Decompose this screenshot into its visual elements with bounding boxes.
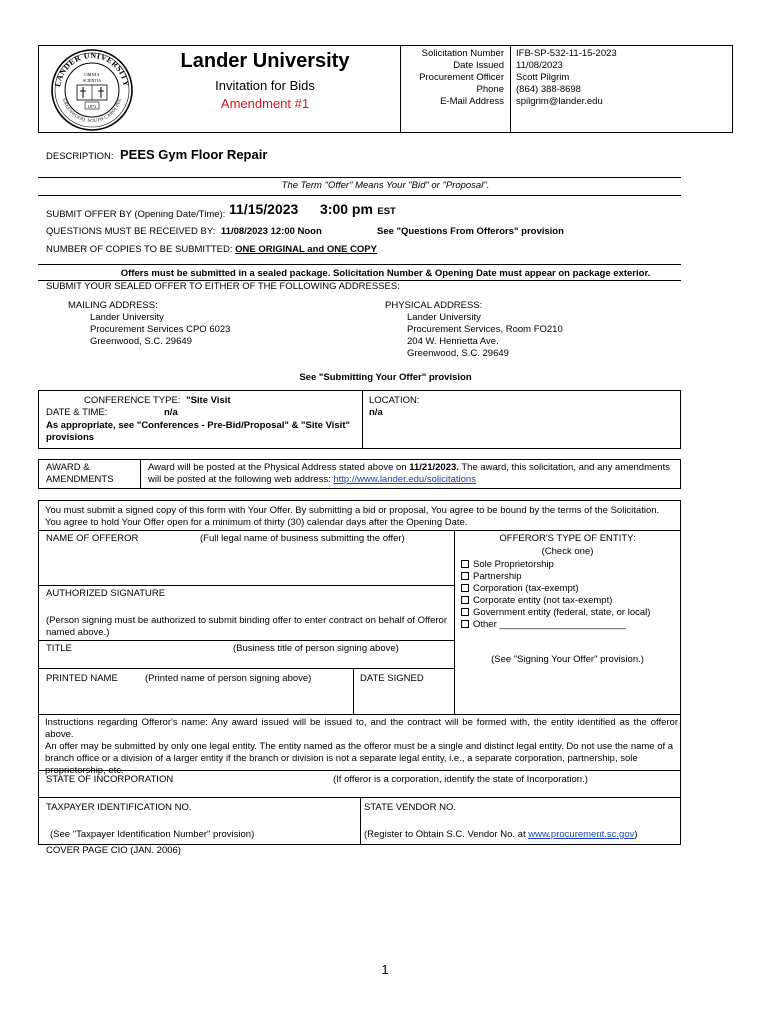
conference-type [84, 395, 231, 407]
submit-to-addresses: SUBMIT YOUR SEALED OFFER TO EITHER OF THE FOLLOWING ADDRESSES: [46, 281, 400, 292]
copies-label: NUMBER OF COPIES TO BE SUBMITTED: [46, 244, 233, 255]
entity-option[interactable]: Government entity (federal, state, or local) [461, 607, 679, 619]
offer-term-note: The Term "Offer" Means Your "Bid" or "Proposal". [281, 180, 490, 191]
title-hint: (Business title of person signing above) [233, 643, 399, 654]
tin-label: TAXPAYER IDENTIFICATION NO. [46, 802, 192, 813]
physical-address [385, 300, 563, 360]
entity-check-one: (Check one) [541, 546, 594, 557]
location-value: n/a [369, 407, 383, 418]
state-incorporation-field[interactable] [40, 786, 678, 795]
signature-field[interactable] [40, 600, 452, 612]
email-value: spilgrim@lander.edu [516, 96, 603, 107]
offeror-name-instructions: Instructions regarding Offeror's name: Any award issued will be issued to, and the contract will be formed with, the entity identified as the offeror above. An offer may be submitted by only one legal entity. The entity named as the offeror must be a single and distinct legal entity. Do not use the name of a branch office or a division of a larger entity if the branch or division is not a separate legal entity, i.e., a separate corporation, partnership, sole proprietorship, etc. [45, 717, 678, 776]
mailing-line-1: Lander University [90, 312, 164, 323]
submit-offer-label: SUBMIT OFFER BY (Opening Date/Time): [46, 209, 226, 220]
opening-date: 11/15/2023 [229, 201, 299, 217]
seal-motto-bottom: SCIENTIA [82, 78, 102, 83]
procurement-officer-value: Scott Pilgrim [516, 72, 570, 83]
signature-note: (Person signing must be authorized to submit binding offer to enter contract on behalf of Offeror named above.) [46, 615, 447, 638]
award-text: Award will be posted at the Physical Address stated above on 11/21/2023. The award, this solicitation, and any amendments will be posted at the following web address: http://www.lander.edu/solicitations [148, 462, 670, 485]
questions-label: QUESTIONS MUST BE RECEIVED BY: [46, 226, 216, 237]
checkbox-icon[interactable] [461, 608, 469, 616]
checkbox-icon[interactable] [461, 584, 469, 592]
state-incorporation-label: STATE OF INCORPORATION [46, 774, 174, 785]
title-label: TITLE [46, 643, 72, 654]
header-field-labels [404, 48, 504, 108]
offeror-name-field[interactable] [40, 546, 452, 583]
procurement-link[interactable]: www.procurement.sc.gov [528, 829, 635, 840]
entity-see-provision: (See "Signing Your Offer" provision.) [491, 654, 644, 665]
seal-ring-top: LANDER UNIVERSITY [53, 50, 131, 88]
entity-option[interactable]: Corporation (tax-exempt) [461, 583, 679, 595]
printed-name-label: PRINTED NAME [46, 673, 118, 684]
physical-line-4: Greenwood, S.C. 29649 [407, 348, 509, 359]
printed-name-hint: (Printed name of person signing above) [145, 673, 312, 684]
date-issued-value: 11/08/2023 [516, 60, 563, 71]
solicitation-number-value: IFB-SP-532-11-15-2023 [516, 48, 617, 59]
checkbox-icon[interactable] [461, 560, 469, 568]
offeror-name-hint: (Full legal name of business submitting the offer) [200, 533, 405, 544]
page-number: 1 [381, 962, 389, 977]
university-seal-icon [50, 48, 134, 132]
form-intro: You must submit a signed copy of this form with Your Offer. By submitting a bid or proposal, You agree to be bound by the terms of the Solicitation. You agree to hold Your Offer open for a minimum of thirty (30) calendar days after the Opening Date. [45, 505, 660, 528]
location-label: LOCATION: [369, 395, 420, 406]
physical-line-3: 204 W. Henrietta Ave. [407, 336, 499, 347]
tin-field[interactable] [40, 815, 358, 827]
submitting-offer-provision: See "Submitting Your Offer" provision [299, 372, 472, 383]
seal-motto-top: OMNIA [84, 72, 100, 77]
svg-text:GREENWOOD, SOUTH CAROLINA [62, 98, 122, 124]
title-field[interactable] [40, 656, 452, 666]
doc-type: Invitation for Bids [215, 78, 315, 93]
conference-type-label: CONFERENCE TYPE: [84, 395, 181, 406]
signature-label: AUTHORIZED SIGNATURE [46, 588, 166, 599]
solicitations-link[interactable]: http://www.lander.edu/solicitations [333, 474, 476, 485]
university-name: Lander University [180, 50, 350, 72]
opening-tz: EST [377, 206, 396, 217]
tin-hint: (See "Taxpayer Identification Number" provision) [50, 829, 255, 840]
date-signed-label: DATE SIGNED [360, 673, 424, 684]
conference-type-value: "Site Visit [186, 395, 231, 406]
sealed-package-note: Offers must be submitted in a sealed package. Solicitation Number & Opening Date must appear on package exterior. [120, 268, 651, 279]
checkbox-icon[interactable] [461, 620, 469, 628]
physical-line-1: Lander University [407, 312, 481, 323]
seal-year: 1872 [87, 104, 97, 109]
cover-page-code: COVER PAGE CIO (JAN. 2006) [46, 845, 181, 856]
entity-options [461, 559, 679, 631]
entity-option[interactable]: Sole Proprietorship [461, 559, 679, 571]
copies-value: ONE ORIGINAL and ONE COPY [235, 244, 377, 255]
opening-time: 3:00 pm [320, 201, 373, 217]
physical-line-2: Procurement Services, Room FO210 [407, 324, 563, 335]
entity-option[interactable]: Other ________________________ [461, 619, 679, 631]
checkbox-icon[interactable] [461, 596, 469, 604]
amendment-label: Amendment #1 [220, 96, 310, 111]
mailing-address [68, 300, 230, 348]
entity-title: OFFEROR'S TYPE OF ENTITY: [499, 533, 636, 544]
description-label: DESCRIPTION: [46, 151, 114, 162]
procurement-officer-label: Procurement Officer [419, 72, 504, 83]
solicitation-number-label: Solicitation Number [421, 48, 504, 59]
award-date: 11/21/2023. [409, 462, 459, 473]
mailing-line-2: Procurement Services CPO 6023 [90, 324, 231, 335]
physical-address-label: PHYSICAL ADDRESS: [385, 300, 483, 311]
questions-see-provision: See "Questions From Offerors" provision [377, 226, 564, 237]
phone-value: (864) 388-8698 [516, 84, 581, 95]
seal-ring-bottom: GREENWOOD, SOUTH CAROLINA [61, 97, 123, 124]
entity-option[interactable]: Partnership [461, 571, 679, 583]
phone-label: Phone [476, 84, 504, 95]
header-field-values [516, 48, 726, 108]
date-signed-field[interactable] [356, 686, 452, 712]
conference-dt-label: DATE & TIME: [46, 407, 108, 418]
entity-option[interactable]: Corporate entity (not tax-exempt) [461, 595, 679, 607]
award-label-2: AMENDMENTS [46, 474, 114, 485]
state-vendor-field[interactable] [363, 815, 678, 827]
offeror-name-label: NAME OF OFFEROR [46, 533, 139, 544]
conference-dt-value: n/a [164, 407, 178, 418]
mailing-line-3: Greenwood, S.C. 29649 [90, 336, 192, 347]
state-vendor-hint: (Register to Obtain S.C. Vendor No. at www.procurement.sc.gov) [364, 829, 638, 840]
state-vendor-label: STATE VENDOR NO. [364, 802, 457, 813]
checkbox-icon[interactable] [461, 572, 469, 580]
email-label: E-Mail Address [440, 96, 504, 107]
award-label-1: AWARD & [46, 462, 90, 473]
questions-value: 11/08/2023 12:00 Noon [220, 226, 322, 237]
printed-name-field[interactable] [40, 686, 350, 712]
description-value: PEES Gym Floor Repair [120, 147, 268, 162]
conference-note: As appropriate, see "Conferences - Pre-Bid/Proposal" & "Site Visit" provisions [46, 420, 350, 443]
mailing-address-label: MAILING ADDRESS: [68, 300, 158, 311]
date-issued-label: Date Issued [453, 60, 504, 71]
state-incorporation-hint: (If offeror is a corporation, identify the state of Incorporation.) [333, 774, 588, 785]
